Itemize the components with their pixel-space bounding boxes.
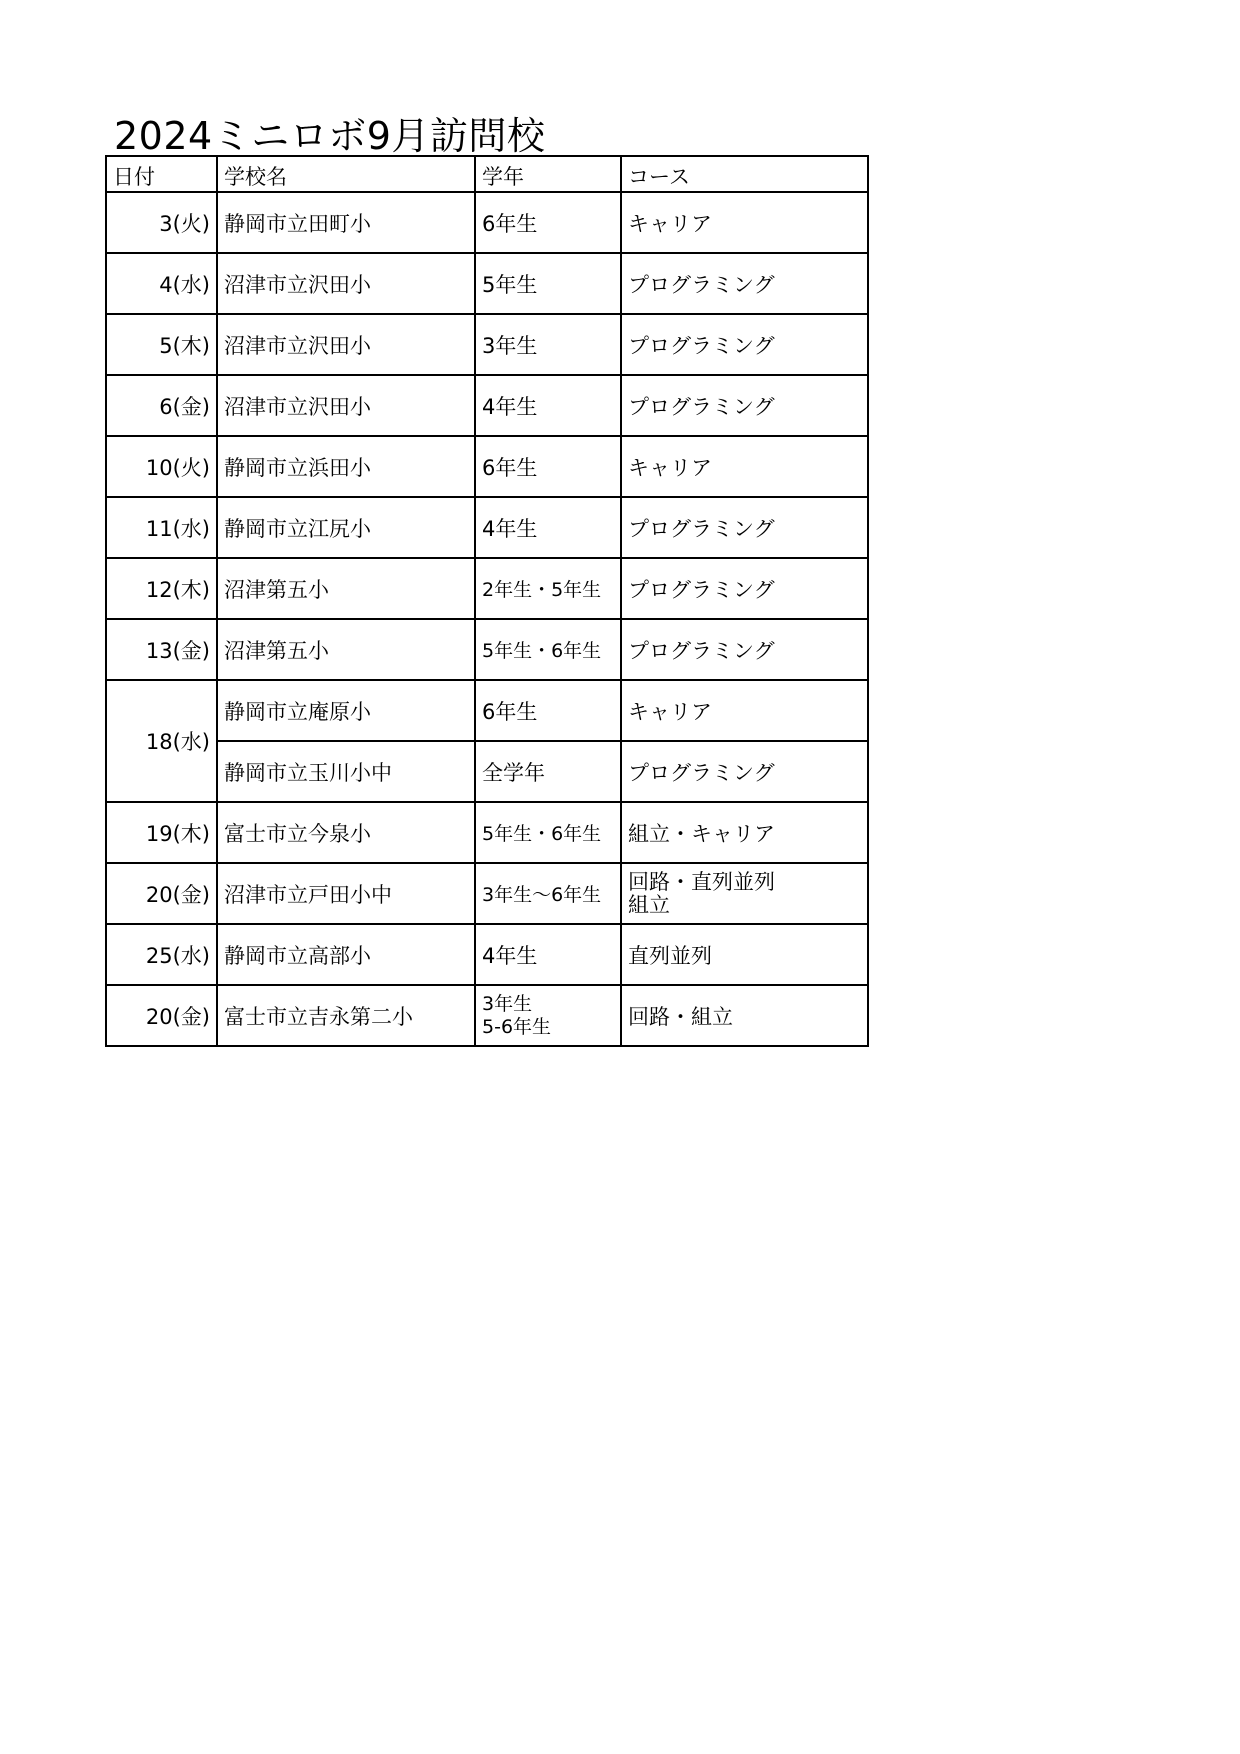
header-row	[106, 156, 868, 192]
table-row	[106, 619, 868, 680]
grade-cell: 6年生	[475, 680, 621, 741]
course-cell: 回路・組立	[621, 985, 868, 1046]
grade-cell: 2年生・5年生	[475, 558, 621, 619]
school-cell: 沼津第五小	[217, 619, 475, 680]
table-row	[106, 192, 868, 253]
course-cell: 直列並列	[621, 924, 868, 985]
date-cell: 3(火)	[106, 192, 217, 253]
grade-cell: 5年生・6年生	[475, 619, 621, 680]
table-row	[106, 741, 868, 802]
grade-cell: 4年生	[475, 497, 621, 558]
course-cell	[621, 863, 868, 924]
grade-cell: 全学年	[475, 741, 621, 802]
date-cell: 10(火)	[106, 436, 217, 497]
grade-line: 5-6年生	[482, 1015, 552, 1038]
date-cell: 12(木)	[106, 558, 217, 619]
date-cell: 13(金)	[106, 619, 217, 680]
course-cell: キャリア	[621, 192, 868, 253]
table-row	[106, 314, 868, 375]
course-cell: プログラミング	[621, 314, 868, 375]
course-cell: キャリア	[621, 680, 868, 741]
grade-cell: 4年生	[475, 375, 621, 436]
table-row	[106, 497, 868, 558]
table-row	[106, 253, 868, 314]
school-cell: 沼津市立沢田小	[217, 375, 475, 436]
header-school: 学校名	[217, 156, 475, 192]
course-line: 組立	[628, 892, 670, 917]
school-cell: 静岡市立玉川小中	[217, 741, 475, 802]
course-cell: 組立・キャリア	[621, 802, 868, 863]
course-cell: プログラミング	[621, 497, 868, 558]
course-cell: プログラミング	[621, 558, 868, 619]
grade-cell: 6年生	[475, 436, 621, 497]
school-cell: 静岡市立浜田小	[217, 436, 475, 497]
table-row	[106, 436, 868, 497]
school-cell: 沼津市立戸田小中	[217, 863, 475, 924]
school-cell: 富士市立今泉小	[217, 802, 475, 863]
course-cell: プログラミング	[621, 253, 868, 314]
course-cell: キャリア	[621, 436, 868, 497]
school-cell: 静岡市立高部小	[217, 924, 475, 985]
table-row	[106, 680, 868, 741]
table-row	[106, 375, 868, 436]
school-cell: 沼津市立沢田小	[217, 314, 475, 375]
date-cell: 11(水)	[106, 497, 217, 558]
grade-cell: 5年生	[475, 253, 621, 314]
school-cell: 沼津市立沢田小	[217, 253, 475, 314]
table-row	[106, 924, 868, 985]
date-cell: 4(水)	[106, 253, 217, 314]
grade-cell: 4年生	[475, 924, 621, 985]
course-cell: プログラミング	[621, 619, 868, 680]
school-cell: 富士市立吉永第二小	[217, 985, 475, 1046]
table-row	[106, 863, 868, 924]
date-cell: 20(金)	[106, 985, 217, 1046]
school-cell: 静岡市立田町小	[217, 192, 475, 253]
grade-cell: 6年生	[475, 192, 621, 253]
page-title: 2024ミニロボ9月訪問校	[114, 114, 546, 158]
date-cell: 19(木)	[106, 802, 217, 863]
date-cell: 18(水)	[106, 680, 217, 802]
grade-cell: 5年生・6年生	[475, 802, 621, 863]
header-course: コース	[621, 156, 868, 192]
school-cell: 沼津第五小	[217, 558, 475, 619]
course-cell: プログラミング	[621, 741, 868, 802]
date-cell: 20(金)	[106, 863, 217, 924]
table-row	[106, 558, 868, 619]
table-row	[106, 985, 868, 1046]
grade-line: 3年生	[482, 992, 533, 1015]
visit-schedule-table	[105, 155, 869, 1047]
grade-cell	[475, 985, 621, 1046]
table-row	[106, 802, 868, 863]
course-cell: プログラミング	[621, 375, 868, 436]
grade-cell: 3年生	[475, 314, 621, 375]
header-date: 日付	[106, 156, 217, 192]
grade-cell: 3年生～6年生	[475, 863, 621, 924]
school-cell: 静岡市立庵原小	[217, 680, 475, 741]
school-cell: 静岡市立江尻小	[217, 497, 475, 558]
date-cell: 25(水)	[106, 924, 217, 985]
header-grade: 学年	[475, 156, 621, 192]
course-line: 回路・直列並列	[628, 869, 775, 894]
date-cell: 6(金)	[106, 375, 217, 436]
date-cell: 5(木)	[106, 314, 217, 375]
